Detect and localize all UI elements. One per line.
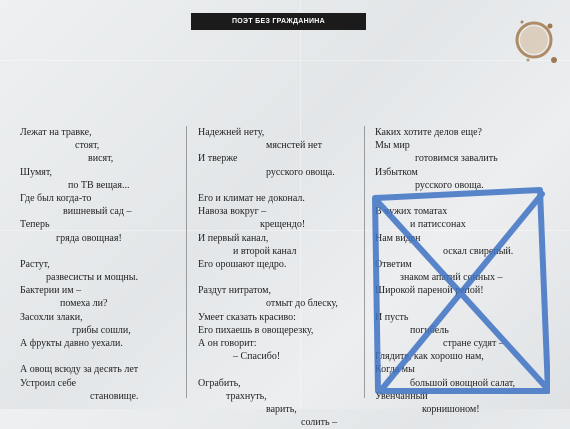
poem-line: Широкой пареной репой!	[375, 285, 484, 297]
poem-line: Ограбить,	[198, 377, 241, 389]
poem-line: – Спасибо!	[233, 351, 281, 363]
poem-line: Его орошают щедро.	[198, 258, 287, 270]
poem-line: А овощ всюду за десять лет	[20, 364, 139, 376]
stanza-gap	[20, 350, 150, 363]
poem-line: Лежат на травке,	[20, 127, 92, 138]
poem-line: гряда овощная!	[56, 232, 122, 244]
poem-line: Когда мы	[375, 364, 415, 376]
poem-line: Мы мир	[375, 140, 410, 152]
poem-line: Нам виден	[375, 232, 421, 244]
poem-line: Умеет сказать красиво:	[198, 311, 296, 323]
poem-line: стоят,	[75, 140, 100, 152]
poem-line: варить,	[266, 403, 297, 415]
poem-line: корнишоном!	[422, 403, 480, 415]
poem-line: и патиссонах	[410, 219, 466, 231]
page-title: ПОЭТ БЕЗ ГРАЖДАНИНА	[231, 18, 326, 25]
poem-line: русского овоща.	[266, 166, 335, 178]
blue-cross-mark-icon	[370, 186, 550, 401]
poem-line: вишневый сад –	[63, 206, 132, 218]
poem-line: висят,	[88, 153, 114, 165]
poem-line: грибы сошли,	[72, 324, 131, 336]
poem-line: отмыт до блеску,	[266, 298, 338, 310]
poem-line: И первый канал,	[198, 232, 269, 244]
paper-crease	[0, 60, 570, 61]
page-header	[191, 13, 366, 30]
poem-line: становище.	[90, 390, 139, 402]
poem-line: русского овоща.	[415, 179, 484, 191]
poem-line: Шумят,	[20, 166, 53, 178]
poem-line: Где был когда-то	[20, 192, 92, 204]
poem-line: погибель	[410, 324, 449, 336]
poem-line: солить –	[301, 417, 338, 429]
poem-line: Надежней нету,	[198, 127, 265, 138]
poem-line: и второй канал	[233, 245, 297, 257]
poem-line: Теперь	[20, 219, 50, 231]
poem-line: И пусть	[375, 311, 409, 323]
poem-line: В чужих томатах	[375, 206, 448, 218]
poem-line: Глядите, как хорошо нам,	[375, 351, 484, 363]
column-divider	[186, 126, 187, 398]
poem-line: Устроил себе	[20, 377, 77, 389]
stanza-gap	[198, 179, 343, 192]
stanza-gap	[198, 271, 343, 284]
coffee-stain-icon	[510, 16, 562, 68]
poem-line: Раздут нитратом,	[198, 285, 271, 297]
stanza-gap	[20, 245, 150, 258]
poem-line: Каких хотите делов еще?	[375, 127, 482, 138]
poem-line: Навоза вокруг –	[198, 206, 267, 218]
poem-line: Его и климат не доконал.	[198, 192, 305, 204]
poem-line: Растут,	[20, 258, 50, 270]
poem-line: Его пихаешь в овощерезку,	[198, 324, 314, 336]
stanza-gap	[198, 363, 343, 376]
poem-line: помеха ли?	[60, 298, 108, 310]
poem-line: мяснстей нет	[266, 140, 322, 152]
poem-line: Засохли злаки,	[20, 311, 83, 323]
poem-line: А фрукты давно уехали.	[20, 338, 123, 349]
poem-line: Увенчанный	[375, 390, 428, 402]
poem-line: развесисты и мощны.	[46, 272, 139, 284]
poem-line: стране судят –	[443, 338, 504, 349]
poem-line: по ТВ вещая...	[68, 179, 130, 191]
poem-line: большой овощной салат,	[410, 377, 515, 389]
poem-line: трахнуть,	[226, 390, 267, 402]
poem-column-2	[198, 126, 343, 429]
poem-line: А он говорит:	[198, 338, 257, 349]
poem-line: крещендо!	[260, 219, 306, 231]
poem-line: оскал свирепый.	[443, 245, 514, 257]
poem-line: готовимся завалить	[415, 153, 498, 165]
poem-line: Ответим	[375, 258, 412, 270]
column-divider	[364, 126, 365, 398]
poem-line: И тверже	[198, 153, 238, 165]
poem-line: Бактерии им –	[20, 285, 82, 297]
poem-column-1	[20, 126, 150, 403]
poem-line: знаком апатий сонных –	[400, 272, 503, 284]
poem-line: Избытком	[375, 166, 418, 178]
